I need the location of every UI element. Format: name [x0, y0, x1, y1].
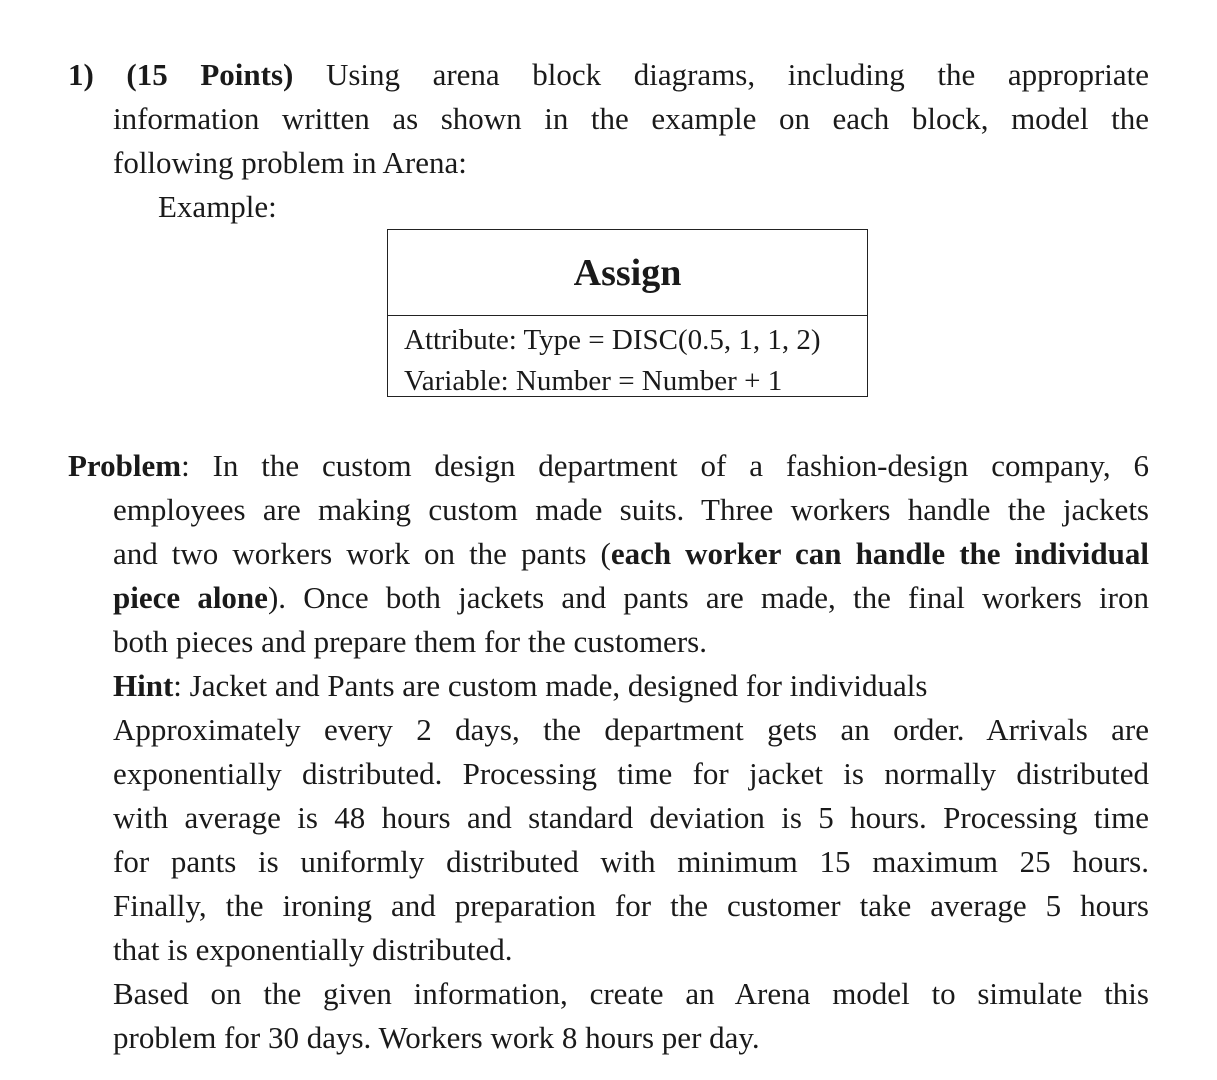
details-line-4: for pants is uniformly distributed with minimum 15 maximum 25 hours.	[113, 844, 1149, 879]
hint-label: Hint	[113, 668, 174, 703]
intro-line-2: information written as shown in the example on each block, model the	[113, 101, 1149, 136]
problem-label: Problem	[68, 448, 182, 483]
problem-line-1: Problem: In the custom design department of a fashion-design company, 6	[68, 448, 1149, 483]
details-line-5: Finally, the ironing and preparation for the customer take average 5 hours	[113, 888, 1149, 923]
intro-line-3: following problem in Arena:	[113, 145, 467, 180]
details-line-3: with average is 48 hours and standard deviation is 5 hours. Processing time	[113, 800, 1149, 835]
problem-line-2: employees are making custom made suits. Three workers handle the jackets	[113, 492, 1149, 527]
assign-block-diagram	[387, 229, 868, 397]
problem-line-4: piece alone). Once both jackets and pants are made, the final workers iron	[113, 580, 1149, 615]
intro-line-1: Using arena block diagrams, including the appropriate	[325, 57, 1149, 92]
final-line-2: problem for 30 days. Workers work 8 hours per day.	[113, 1020, 760, 1055]
assign-block-title: Assign	[388, 230, 867, 316]
details-line-6: that is exponentially distributed.	[113, 932, 513, 967]
assign-variable-line: Variable: Number = Number + 1	[404, 365, 783, 397]
question-intro	[68, 53, 1149, 185]
details-line-1: Approximately every 2 days, the department gets an order. Arrivals are	[113, 712, 1149, 747]
details-line-2: exponentially distributed. Processing time for jacket is normally distributed	[113, 756, 1149, 791]
question-points: (15 Points)	[126, 57, 294, 92]
question-line-1	[68, 53, 1149, 97]
final-line-1: Based on the given information, create an Arena model to simulate this	[113, 976, 1149, 1011]
problem-statement	[68, 444, 1149, 1060]
assign-attribute-line: Attribute: Type = DISC(0.5, 1, 1, 2)	[404, 324, 821, 356]
assign-block-body	[388, 316, 867, 402]
example-label: Example:	[158, 189, 277, 224]
hint-line: Hint: Jacket and Pants are custom made, designed for individuals	[113, 668, 928, 703]
question-number: 1)	[68, 57, 94, 92]
problem-line-3: and two workers work on the pants (each worker can handle the individual	[113, 536, 1149, 571]
problem-line-5: both pieces and prepare them for the customers.	[113, 624, 707, 659]
